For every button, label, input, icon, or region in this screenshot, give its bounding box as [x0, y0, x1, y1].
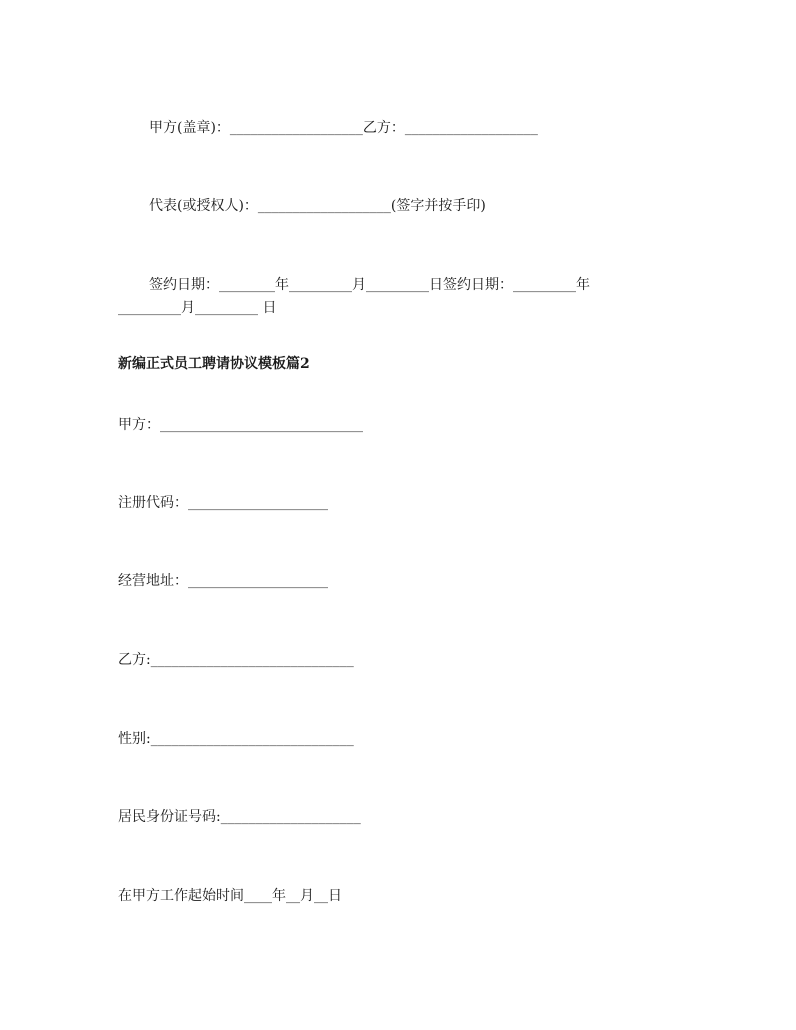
- field-start-date: 在甲方工作起始时间____年__月__日: [118, 888, 342, 904]
- representative-signature-line: 代表(或授权人)：___________________(签字并按手印): [149, 198, 486, 214]
- field-party-b: 乙方:_____________________________: [118, 652, 354, 668]
- party-a-signature-line: 甲方(盖章)：___________________乙方：___________________: [149, 120, 538, 136]
- field-business-address: 经营地址：____________________: [118, 573, 328, 589]
- signing-date-line: 签约日期：________年_________月_________日签约日期：_________年: [149, 277, 590, 293]
- field-party-a: 甲方：_____________________________: [118, 417, 363, 433]
- field-id-number: 居民身份证号码:____________________: [118, 809, 361, 825]
- signing-date-line-continued: _________月_________ 日: [118, 300, 277, 316]
- field-gender: 性别:_____________________________: [118, 731, 354, 747]
- section-title: 新编正式员工聘请协议模板篇2: [118, 356, 310, 372]
- field-registration-code: 注册代码：____________________: [118, 495, 328, 511]
